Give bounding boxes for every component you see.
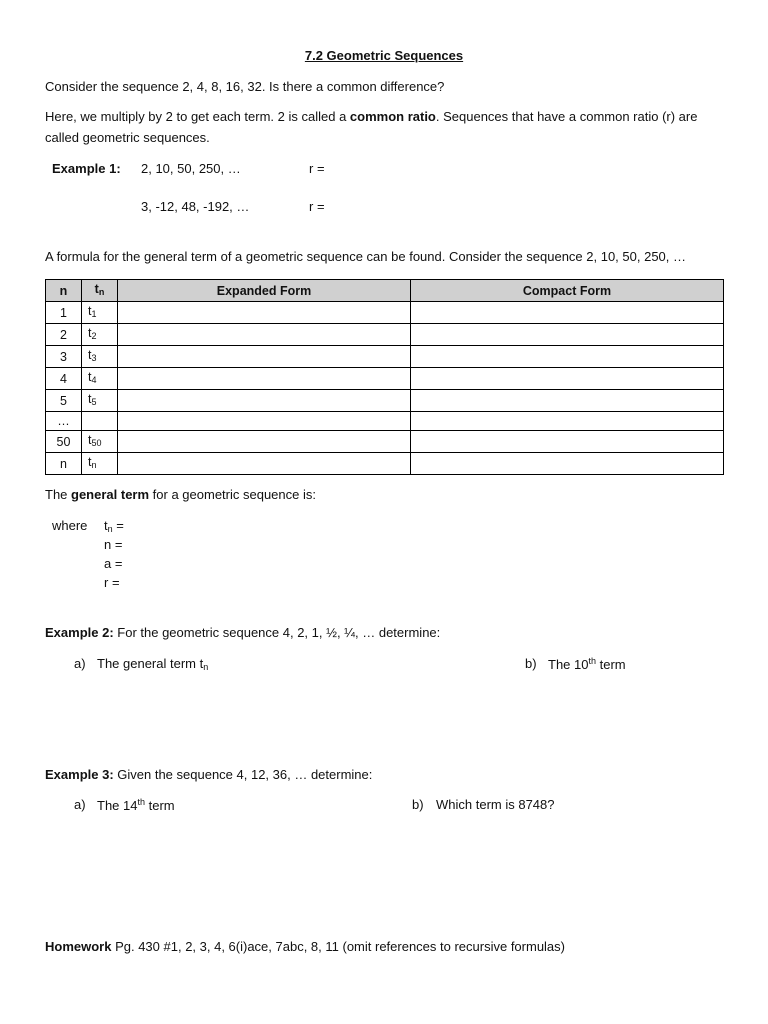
homework-text: Pg. 430 #1, 2, 3, 4, 6(i)ace, 7abc, 8, 11 (omit references to recursive formulas) [111,939,565,954]
example2-part-b-pre: The 10 [548,657,589,672]
example3-part-a-sup: th [137,797,145,807]
table-row [46,324,724,346]
table-row [46,302,724,324]
cell-tn [82,302,118,324]
homework-line [45,939,565,954]
example1-ratio-2: r = [309,199,325,214]
tn-letter: t [104,518,108,533]
cell-n: 1 [46,302,82,324]
cell-expanded-form[interactable] [118,368,411,390]
header-n: n [46,280,82,302]
intro-text-b: . Sequences that have a common ratio (r) are called geometric sequences. [45,109,698,145]
cell-n: 50 [46,431,82,453]
cell-tn [82,412,118,431]
n-definition: n = [104,537,123,552]
table-row [46,453,724,475]
cell-t-subscript: n [91,460,97,470]
cell-compact-form[interactable] [411,368,724,390]
example2-part-a-label: a) [74,656,86,671]
cell-tn [82,346,118,368]
example3-part-b: Which term is 8748? [436,797,555,812]
example3-label: Example 3: [45,767,114,782]
cell-expanded-form[interactable] [118,346,411,368]
cell-t-letter: t [88,433,92,447]
example2-part-a-text: The general term t [97,656,204,671]
cell-expanded-form[interactable] [118,453,411,475]
a-definition: a = [104,556,123,571]
example3-prompt [45,767,372,782]
example1-sequence-1: 2, 10, 50, 250, … [141,161,241,176]
cell-tn [82,324,118,346]
cell-tn [82,453,118,475]
cell-t-subscript: 4 [91,375,97,385]
cell-t-letter: t [88,392,92,406]
example3-text: Given the sequence 4, 12, 36, … determine: [113,767,373,782]
example3-part-b-label: b) [412,797,424,812]
tn-definition [104,518,124,534]
cell-tn [82,368,118,390]
cell-t-letter: t [88,348,92,362]
common-ratio-term: common ratio [349,109,436,124]
example2-prompt [45,625,440,640]
cell-expanded-form[interactable] [118,302,411,324]
cell-compact-form[interactable] [411,412,724,431]
table-row [46,412,724,431]
table-header-row [46,280,724,302]
example3-part-a-label: a) [74,797,86,812]
general-term-sentence [45,487,316,502]
header-t-letter: t [94,282,99,296]
table-row [46,431,724,453]
tn-subscript: n [107,524,113,534]
example1-ratio-1: r = [309,161,325,176]
cell-n: 4 [46,368,82,390]
cell-expanded-form[interactable] [118,412,411,431]
table-row [46,368,724,390]
example2-label: Example 2: [45,625,114,640]
example1-label: Example 1: [52,161,121,176]
table-row [46,390,724,412]
cell-n: 2 [46,324,82,346]
cell-compact-form[interactable] [411,302,724,324]
cell-n: n [46,453,82,475]
header-expanded-form: Expanded Form [118,280,411,302]
example2-part-b-label: b) [525,656,537,671]
cell-t-subscript: 50 [91,438,102,448]
homework-label: Homework [45,939,112,954]
cell-expanded-form[interactable] [118,324,411,346]
cell-tn [82,390,118,412]
example1-sequence-2: 3, -12, 48, -192, … [141,199,250,214]
example3-part-a [97,797,175,813]
cell-t-letter: t [88,455,92,469]
table-row [46,346,724,368]
example2-text: For the geometric sequence 4, 2, 1, ½, ¼, … determine: [113,625,441,640]
cell-t-letter: t [88,370,92,384]
cell-compact-form[interactable] [411,453,724,475]
cell-tn [82,431,118,453]
cell-t-subscript: 1 [91,309,97,319]
cell-t-subscript: 3 [91,353,97,363]
example2-part-b [548,656,626,672]
formula-intro: A formula for the general term of a geometric sequence can be found. Consider the sequence 2, 10, 50, 250, … [45,249,687,264]
cell-t-letter: t [88,326,92,340]
header-tn [82,280,118,302]
cell-compact-form[interactable] [411,431,724,453]
example2-part-a [97,656,208,672]
example2-part-b-post: term [596,657,626,672]
tn-equals: = [112,518,124,533]
cell-n: 3 [46,346,82,368]
intro-line: Consider the sequence 2, 4, 8, 16, 32. Is there a common difference? [45,79,445,94]
general-term-table [45,279,724,475]
example3-part-a-pre: The 14 [97,798,138,813]
cell-compact-form[interactable] [411,324,724,346]
header-compact-form: Compact Form [411,280,724,302]
cell-expanded-form[interactable] [118,390,411,412]
intro-text-a: Here, we multiply by 2 to get each term. 2 is called a [45,109,350,124]
r-definition: r = [104,575,120,590]
cell-t-letter: t [88,304,92,318]
cell-t-subscript: 5 [91,397,97,407]
example2-part-a-subscript: n [203,662,209,672]
page-title: 7.2 Geometric Sequences [304,48,464,63]
cell-t-subscript: 2 [91,331,97,341]
general-term-post: for a geometric sequence is: [149,487,316,502]
cell-n: … [46,412,82,431]
cell-expanded-form[interactable] [118,431,411,453]
cell-compact-form[interactable] [411,346,724,368]
where-label: where [52,518,88,533]
header-t-subscript: n [98,287,105,297]
general-term-pre: The [45,487,72,502]
cell-compact-form[interactable] [411,390,724,412]
cell-n: 5 [46,390,82,412]
general-term-bold: general term [71,487,150,502]
intro-paragraph [45,106,725,148]
example3-part-a-post: term [145,798,175,813]
example2-part-b-sup: th [588,656,596,666]
